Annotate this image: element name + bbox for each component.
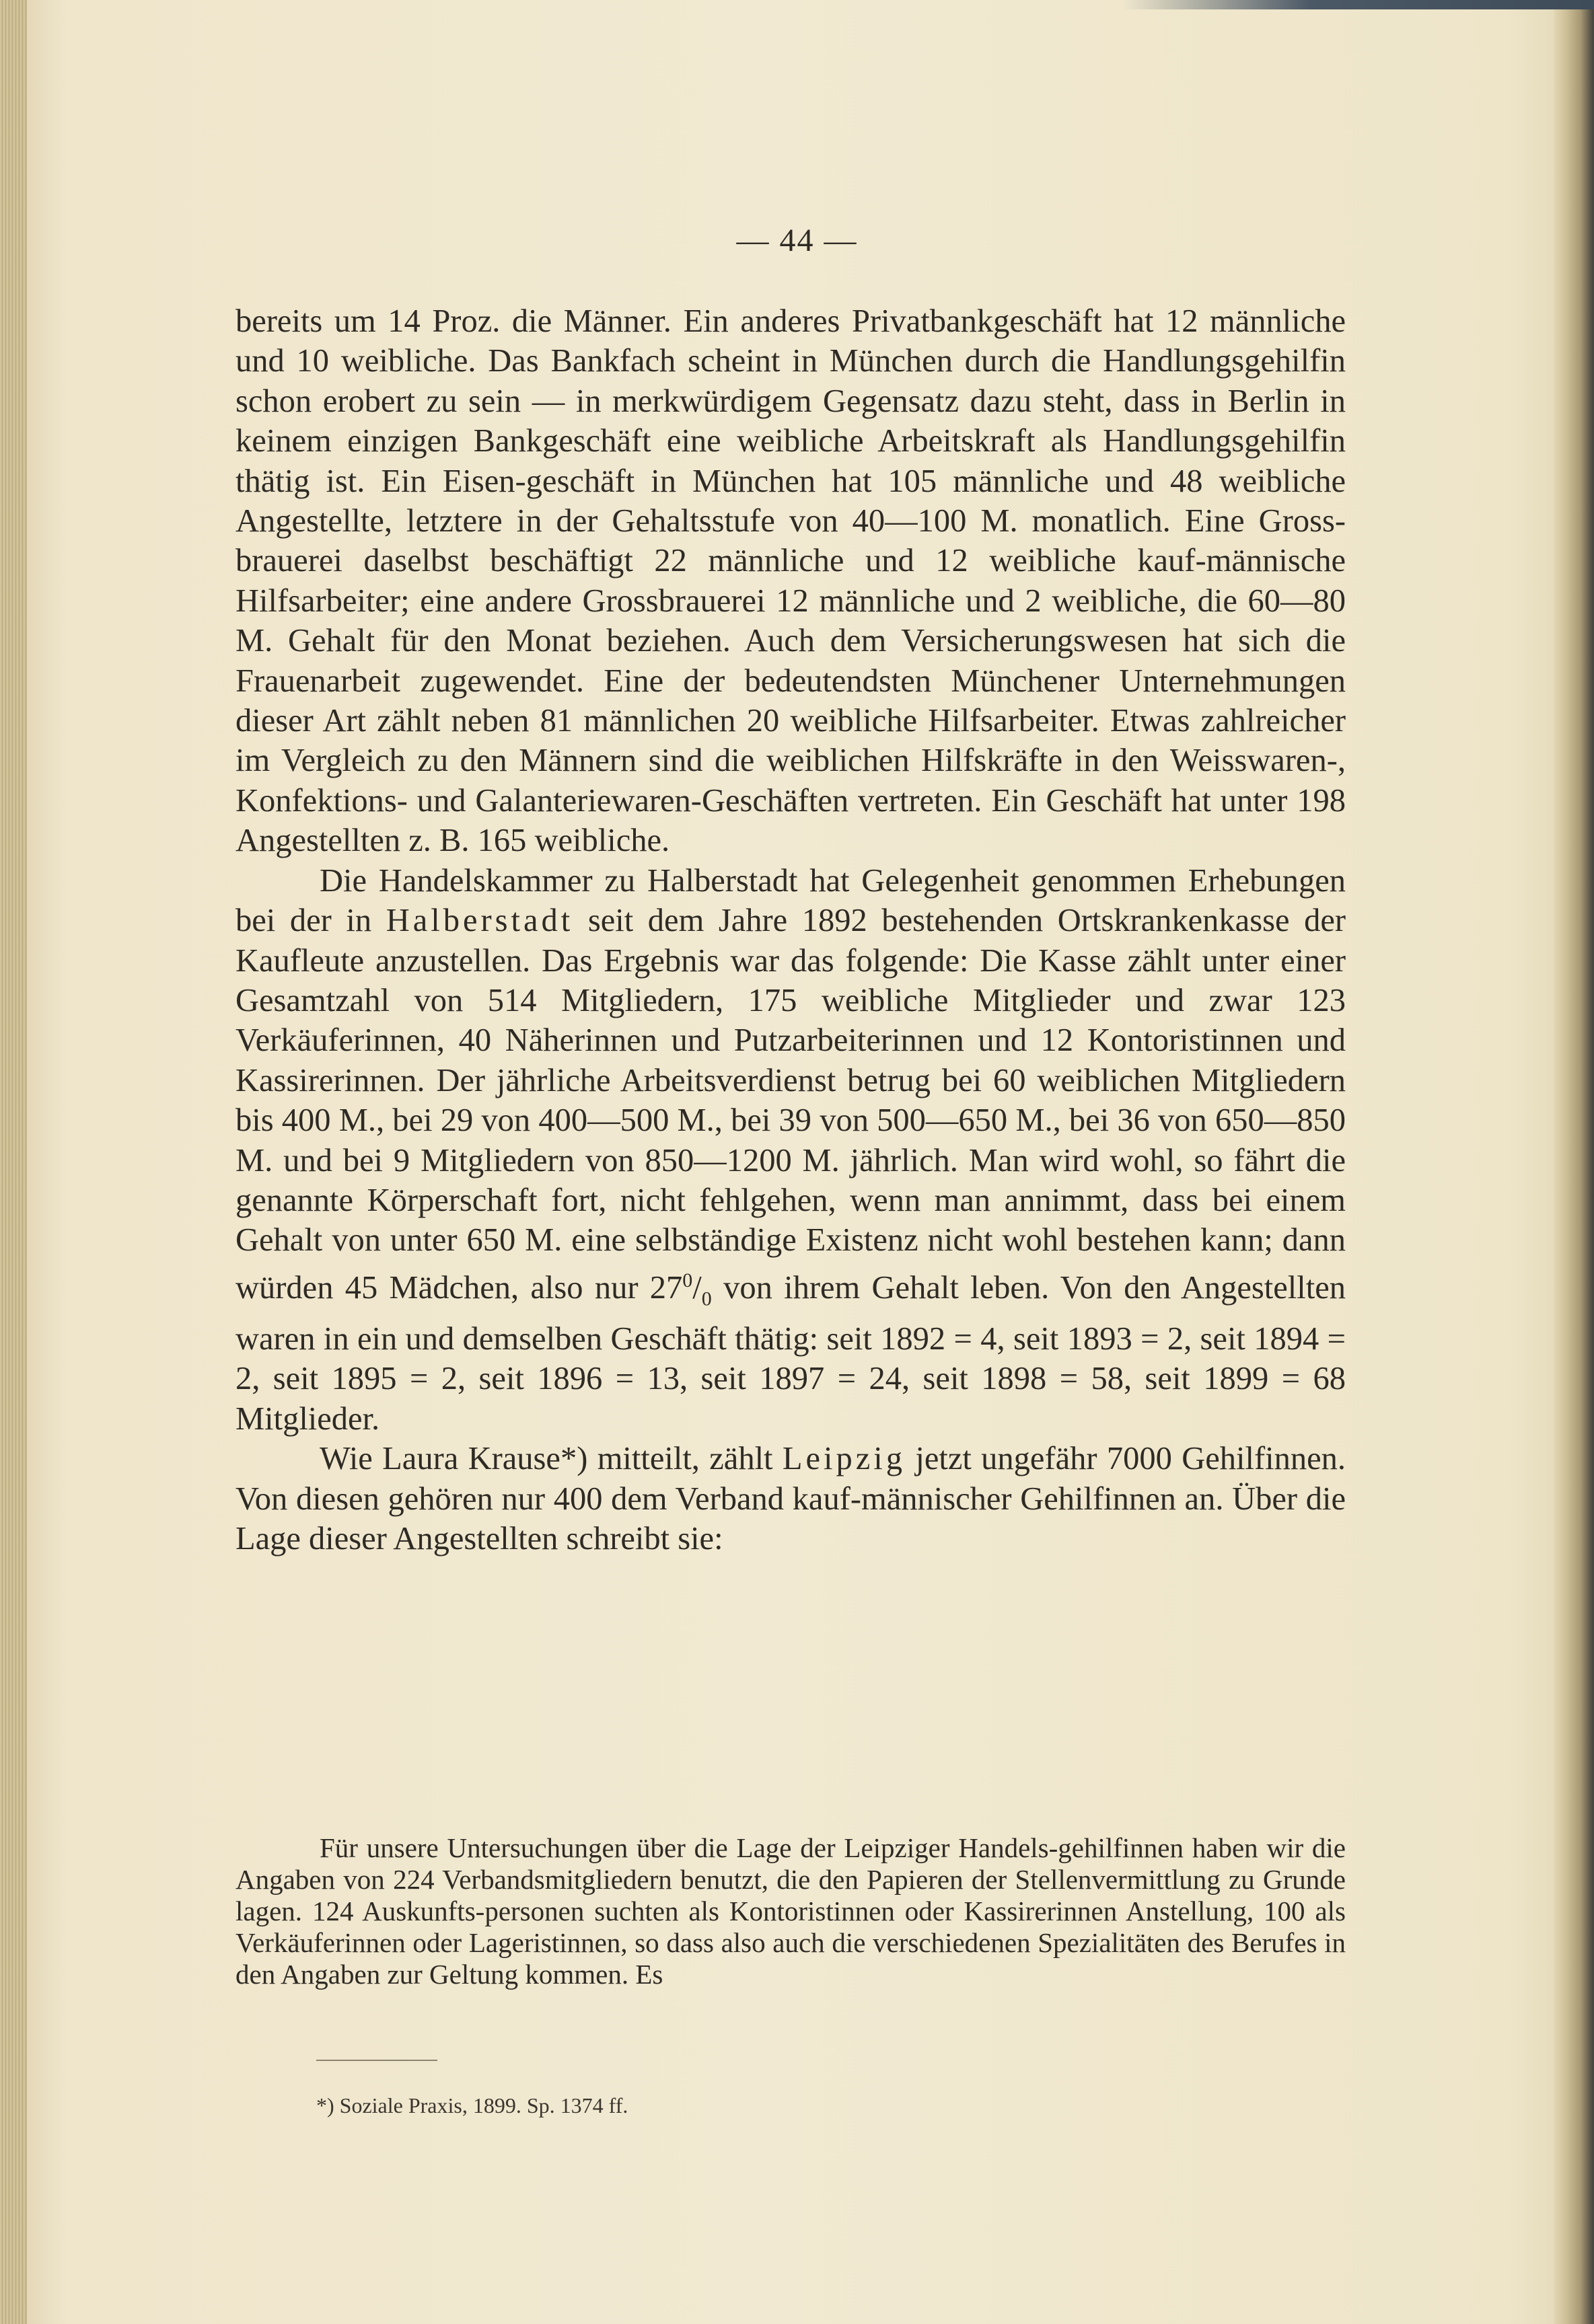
- cover-strip: [1123, 0, 1594, 9]
- city-name-leipzig: Leipzig: [782, 1441, 906, 1477]
- paragraph-2-intro: Die Handelskammer zu Halberstadt hat Gelegenheit genommen Erhebungen bei der in: [236, 862, 1346, 939]
- footnote-rule: [316, 2060, 437, 2061]
- paragraph-2-body: seit dem Jahre 1892 bestehenden Ortskrankenkasse der Kaufleute anzustellen. Das Ergebnis war das folgende: Die Kasse zählt unter einer Gesamtzahl von 514 Mitgliedern, 175 weibliche Mitglieder und zwar 123 Verkäuferinnen, 40 Näherinnen und Putzarbeiterinnen und 12 Kontoristinnen und Kassirerinnen. Der jährliche Arbeitsverdienst betrug bei 60 weiblichen Mitgliedern bis 400 M., bei 29 von 400—500 M., bei 39 von 500—650 M., bei 36 von 650—850 M. und bei 9 Mitgliedern von 850—1200 M. jährlich. Man wird wohl, so fährt die genannte Körperschaft fort, nicht fehlgehen, wenn man annimmt, dass bei einem Gehalt von unter 650 M. eine selbständige Existenz nicht wohl bestehen kann; dann würden 45 Mädchen, also nur: [236, 903, 1346, 1306]
- book-binding-edge: [0, 0, 27, 2324]
- city-name-halberstadt: Halberstadt: [386, 903, 574, 939]
- paragraph-3-intro: Wie Laura Krause*) mitteilt, zählt: [320, 1441, 773, 1477]
- paragraph-3: [236, 1439, 1346, 1559]
- paragraph-1: bereits um 14 Proz. die Männer. Ein anderes Privatbankgeschäft hat 12 männliche und 10 weibliche. Das Bankfach scheint in München durch die Handlungsgehilfin schon erobert zu sein — in merkwürdigem Gegensatz dazu steht, dass in Berlin in keinem einzigen Bankgeschäft eine weibliche Arbeitskraft als Handlungsgehilfin thätig ist. Ein Eisen-geschäft in München hat 105 männliche und 48 weibliche Angestellte, letztere in der Gehaltsstufe von 40—100 M. monatlich. Eine Gross-brauerei daselbst beschäftigt 22 männliche und 12 weibliche kauf-männische Hilfsarbeiter; eine andere Grossbrauerei 12 männliche und 2 weibliche, die 60—80 M. Gehalt für den Monat beziehen. Auch dem Versicherungswesen hat sich die Frauenarbeit zugewendet. Eine der bedeutendsten Münchener Unternehmungen dieser Art zählt neben 81 männlichen 20 weibliche Hilfsarbeiter. Etwas zahlreicher im Vergleich zu den Männern sind die weiblichen Hilfskräfte in den Weisswaren-, Konfektions- und Galanteriewaren-Geschäften vertreten. Ein Geschäft hat unter 198 Angestellten z. B. 165 weibliche.: [236, 303, 1346, 859]
- page-edge-shadow: [1554, 0, 1594, 2324]
- paragraph-3-body: jetzt ungefähr 7000 Gehilfinnen. Von diesen gehören nur 400 dem Verband kauf-männischer Gehilfinnen an. Über die Lage dieser Angestellten schreibt sie:: [236, 1441, 1346, 1557]
- block-quote: [236, 1832, 1346, 1990]
- body-text: [236, 301, 1346, 1559]
- paragraph-2-end: von ihrem Gehalt leben. Von den Angestellten waren in ein und demselben Geschäft thätig: seit 1892 = 4, seit 1893 = 2, seit 1894 = 2, seit 1895 = 2, seit 1896 = 13, seit 1897 = 24, seit 1898 = 58, seit 1899 = 68 Mitglieder.: [236, 1269, 1346, 1437]
- paragraph-2: [236, 861, 1346, 1439]
- page-number: — 44 —: [736, 223, 858, 258]
- percent-value: $27^0/_0$: [649, 1269, 712, 1310]
- footnote: *) Soziale Praxis, 1899. Sp. 1374 ff.: [316, 2093, 628, 2117]
- quote-text: Für unsere Untersuchungen über die Lage der Leipziger Handels-gehilfinnen haben wir die Angaben von 224 Verbandsmitgliedern benutzt, die den Papieren der Stellenvermittlung zu Grunde lagen. 124 Auskunfts-personen suchten als Kontoristinnen oder Kassirerinnen Anstellung, 100 als Verkäuferinnen oder Lageristinnen, so dass also auch die verschiedenen Spezialitäten des Berufes in den Angaben zur Geltung kommen. Es: [236, 1832, 1346, 1990]
